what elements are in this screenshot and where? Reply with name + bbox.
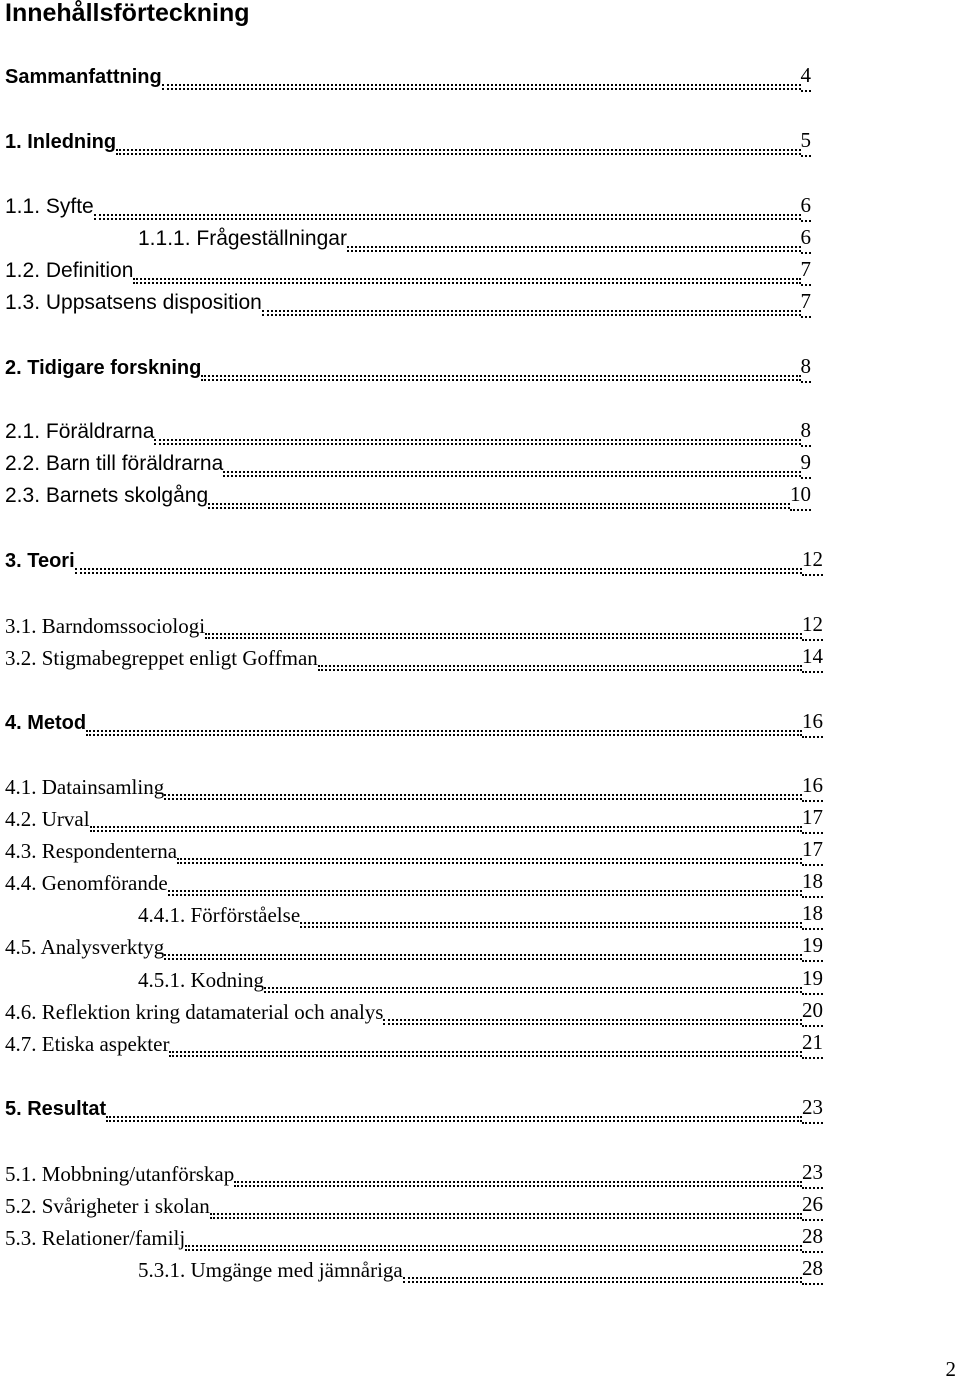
dot-leader (201, 375, 800, 381)
toc-section-entry (138, 1255, 823, 1285)
toc-entry-page: 17 (802, 836, 823, 866)
dot-leader (177, 858, 802, 864)
dot-leader (106, 1116, 802, 1122)
page-title: Innehållsförteckning (5, 0, 250, 27)
toc-entry-title: 3. Teori (5, 550, 75, 572)
toc-entry-title: 5.3.1. Umgänge med jämnåriga (138, 1258, 403, 1282)
toc-section-entry (138, 965, 823, 995)
toc-section-entry (5, 643, 823, 673)
dot-leader (205, 633, 802, 639)
dot-leader (164, 954, 802, 960)
toc-chapter-entry (5, 62, 811, 92)
toc-section-entry (5, 804, 823, 834)
dot-leader (347, 246, 801, 252)
toc-section-entry (5, 611, 823, 641)
toc-entry-page: 4 (801, 62, 812, 92)
dot-leader (383, 1019, 802, 1025)
dot-leader (94, 214, 801, 220)
page-number: 2 (945, 1357, 956, 1381)
dot-leader (133, 278, 800, 284)
dot-leader (262, 310, 801, 316)
toc-entry-title: 1. Inledning (5, 131, 117, 153)
toc-entry-title: 4.4.1. Förförståelse (138, 903, 301, 927)
toc-entry-page: 6 (801, 224, 812, 254)
toc-section-entry (5, 1029, 823, 1059)
toc-entry-page: 12 (802, 611, 823, 641)
toc-entry-title: 4.7. Etiska aspekter (5, 1032, 170, 1056)
toc-entry-title: 2.3. Barnets skolgång (5, 484, 209, 507)
dot-leader (264, 987, 802, 993)
toc-section-entry (5, 1159, 823, 1189)
toc-section-entry (5, 449, 811, 479)
toc-chapter-entry (5, 127, 811, 157)
toc-entry-title: 5.3. Relationer/familj (5, 1226, 186, 1250)
toc-entry-page: 18 (802, 900, 823, 930)
toc-entry-page: 23 (802, 1159, 823, 1189)
toc-section-entry (5, 1223, 823, 1253)
toc-entry-page: 7 (801, 256, 812, 286)
toc-chapter-entry (5, 546, 823, 576)
toc-entry-title: 5.1. Mobbning/utanförskap (5, 1162, 235, 1186)
dot-leader (210, 1213, 802, 1219)
dot-leader (116, 149, 800, 155)
toc-entry-title: 4.3. Respondenterna (5, 839, 178, 863)
toc-entry-page: 5 (801, 127, 812, 157)
toc-section-entry (5, 481, 811, 511)
toc-entry-title: 2. Tidigare forskning (5, 357, 202, 379)
dot-leader (300, 922, 802, 928)
toc-section-entry (5, 288, 811, 318)
toc-section-entry (5, 1191, 823, 1221)
dot-leader (208, 503, 790, 509)
dot-leader (223, 471, 800, 477)
toc-entry-title: 2.2. Barn till föräldrarna (5, 452, 224, 475)
toc-entry-page: 20 (802, 997, 823, 1027)
toc-entry-page: 21 (802, 1029, 823, 1059)
toc-chapter-entry (5, 353, 811, 383)
toc-section-entry (5, 836, 823, 866)
dot-leader (154, 439, 800, 445)
dot-leader (164, 794, 802, 800)
toc-section-entry (5, 932, 823, 962)
toc-entry-title: 2.1. Föräldrarna (5, 420, 155, 443)
dot-leader (318, 665, 802, 671)
toc-entry-title: 4. Metod (5, 712, 87, 734)
toc-entry-page: 26 (802, 1191, 823, 1221)
toc-entry-page: 28 (802, 1223, 823, 1253)
toc-entry-page: 16 (802, 708, 823, 738)
toc-entry-page: 23 (802, 1094, 823, 1124)
toc-entry-page: 9 (801, 449, 812, 479)
toc-entry-page: 8 (801, 417, 812, 447)
toc-entry-page: 10 (790, 481, 811, 511)
toc-section-entry (5, 417, 811, 447)
toc-entry-page: 12 (802, 546, 823, 576)
toc-entry-page: 19 (802, 932, 823, 962)
dot-leader (185, 1245, 802, 1251)
dot-leader (403, 1277, 802, 1283)
toc-entry-title: 4.4. Genomförande (5, 871, 168, 895)
toc-section-entry (5, 256, 811, 286)
toc-section-entry (5, 997, 823, 1027)
toc-section-entry (138, 900, 823, 930)
toc-section-entry (5, 192, 811, 222)
toc-entry-page: 16 (802, 772, 823, 802)
toc-entry-title: 1.1. Syfte (5, 195, 94, 218)
toc-entry-page: 8 (801, 353, 812, 383)
toc-entry-page: 28 (802, 1255, 823, 1285)
toc-entry-title: Sammanfattning (5, 66, 162, 88)
toc-entry-page: 14 (802, 643, 823, 673)
dot-leader (75, 568, 802, 574)
toc-section-entry (5, 772, 823, 802)
toc-entry-title: 1.1.1. Frågeställningar (138, 227, 347, 250)
dot-leader (168, 890, 802, 896)
toc-entry-page: 18 (802, 868, 823, 898)
toc-entry-title: 4.2. Urval (5, 807, 90, 831)
toc-entry-title: 1.3. Uppsatsens disposition (5, 291, 262, 314)
toc-section-entry (138, 224, 811, 254)
toc-entry-title: 4.1. Datainsamling (5, 775, 165, 799)
toc-entry-page: 7 (801, 288, 812, 318)
toc-entry-title: 5. Resultat (5, 1098, 107, 1120)
dot-leader (86, 730, 802, 736)
toc-chapter-entry (5, 1094, 823, 1124)
toc-chapter-entry (5, 708, 823, 738)
dot-leader (169, 1051, 802, 1057)
dot-leader (162, 84, 801, 90)
toc-entry-page: 17 (802, 804, 823, 834)
dot-leader (234, 1181, 802, 1187)
toc-entry-title: 4.5. Analysverktyg (5, 935, 165, 959)
toc-entry-title: 1.2. Definition (5, 259, 134, 282)
toc-entry-title: 4.6. Reflektion kring datamaterial och analys (5, 1000, 384, 1024)
toc-entry-title: 3.2. Stigmabegreppet enligt Goffman (5, 646, 318, 670)
dot-leader (90, 826, 802, 832)
toc-section-entry (5, 868, 823, 898)
toc-entry-title: 3.1. Barndomssociologi (5, 614, 206, 638)
toc-entry-page: 19 (802, 965, 823, 995)
toc-entry-title: 4.5.1. Kodning (138, 968, 264, 992)
toc-entry-title: 5.2. Svårigheter i skolan (5, 1194, 210, 1218)
toc-entry-page: 6 (801, 192, 812, 222)
